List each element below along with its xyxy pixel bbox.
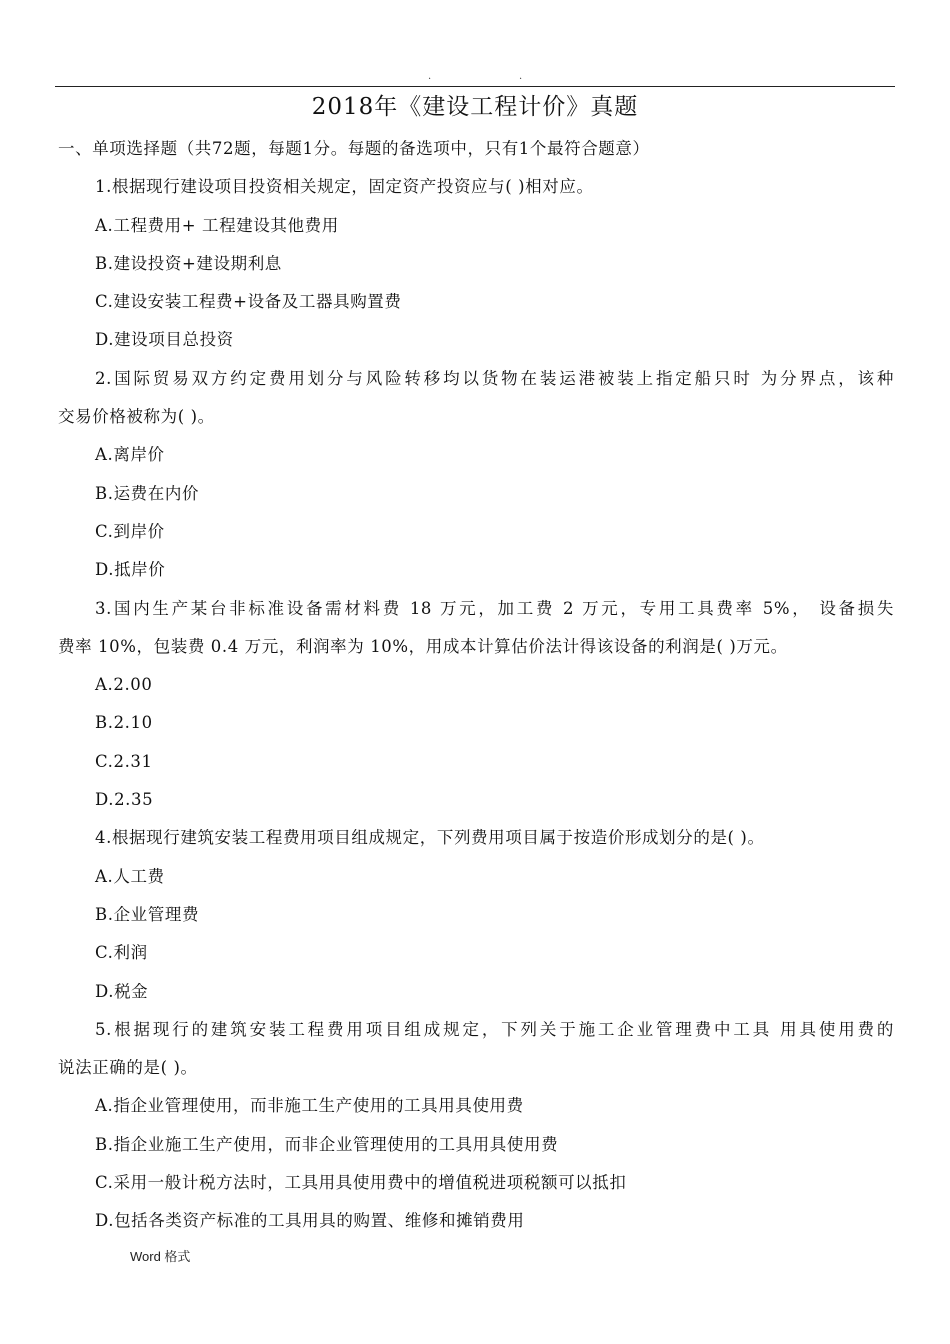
question-5-option-c: C.采用一般计税方法时，工具用具使用费中的增值税进项税额可以抵扣 [95,1173,627,1193]
question-1-option-d: D.建设项目总投资 [95,330,234,350]
question-5-text-continued: 说法正确的是( )。 [58,1058,198,1078]
question-4-option-d: D.税金 [95,981,149,1001]
question-2-option-c: C.到岸价 [95,521,165,541]
question-1-text: 1.根据现行建设项目投资相关规定，固定资产投资应与( )相对应。 [95,177,594,197]
question-1-option-b: B.建设投资+建设期利息 [95,253,282,273]
question-1-option-a: A.工程费用+ 工程建设其他费用 [95,215,339,235]
question-1-option-c: C.建设安装工程费+设备及工器具购置费 [95,292,402,312]
question-4-option-a: A.人工费 [95,866,165,886]
question-5-text: 5.根据现行的建筑安装工程费用项目组成规定，下列关于施工企业管理费中工具 用具使用费的 [95,1019,894,1039]
section-heading: 一、单项选择题（共72题，每题1分。每题的备选项中，只有1个最符合题意） [58,139,650,158]
question-3-option-d: D.2.35 [95,790,154,810]
question-2-option-b: B.运费在内价 [95,483,200,503]
question-5-option-d: D.包括各类资产标准的工具用具的购置、维修和摊销费用 [95,1211,525,1231]
question-5-option-b: B.指企业施工生产使用，而非企业管理使用的工具用具使用费 [95,1134,559,1154]
header-dot-left: . [428,71,432,82]
question-4-option-b: B.企业管理费 [95,904,200,924]
question-3-text-continued: 费率 10%，包装费 0.4 万元，利润率为 10%，用成本计算估价法计得该设备的利润是( )万元。 [58,636,788,656]
header-dots [0,72,950,86]
document-body [58,130,894,1241]
question-2-option-a: A.离岸价 [95,445,165,465]
document-title: 2018年《建设工程计价》真题 [311,94,639,120]
question-3-option-b: B.2.10 [95,713,153,733]
header-dot-right: . [519,71,523,82]
header-rule [55,86,895,87]
question-2-text-continued: 交易价格被称为( )。 [58,407,215,427]
footer-label: Word 格式 [130,1249,191,1264]
question-5-option-a: A.指企业管理使用，而非施工生产使用的工具用具使用费 [95,1096,524,1116]
question-4-text: 4.根据现行建筑安装工程费用项目组成规定，下列费用项目属于按造价形成划分的是( )。 [95,828,765,848]
question-2-text: 2.国际贸易双方约定费用划分与风险转移均以货物在装运港被装上指定船只时 为分界点，该种 [95,368,894,388]
question-3-text: 3.国内生产某台非标准设备需材料费 18 万元，加工费 2 万元，专用工具费率 5%， 设备损失 [95,598,894,618]
question-2-option-d: D.抵岸价 [95,560,166,580]
question-4-option-c: C.利润 [95,943,148,963]
question-3-option-a: A.2.00 [95,675,153,695]
question-3-option-c: C.2.31 [95,751,153,771]
